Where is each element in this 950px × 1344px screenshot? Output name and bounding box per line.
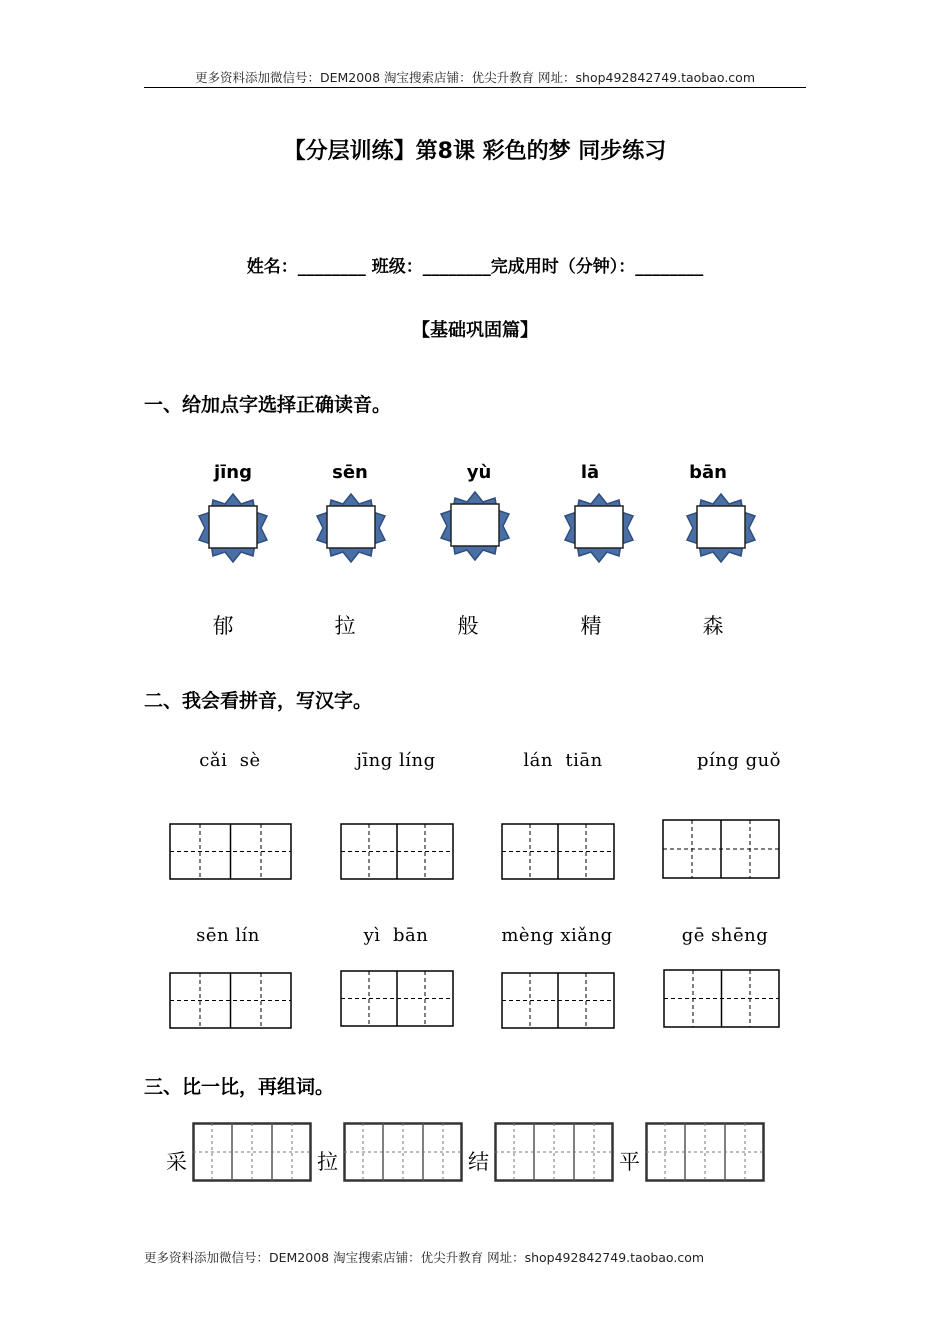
compound-word-grid[interactable] [343, 1122, 463, 1182]
q1-char: 般 [457, 614, 479, 638]
compound-word-grid[interactable] [494, 1122, 614, 1182]
q1-char: 森 [702, 614, 724, 638]
compound-word-grid[interactable] [192, 1122, 312, 1182]
question-3-title: 三、比一比，再组词。 [144, 1076, 335, 1098]
question-1-title: 一、给加点字选择正确读音。 [144, 394, 392, 416]
writing-grid[interactable] [169, 972, 293, 1030]
q2-pinyin: lán tiān [523, 750, 603, 771]
q2-pinyin: yì bān [363, 925, 429, 946]
q2-pinyin: cǎi sè [199, 750, 261, 771]
question-2-title: 二、我会看拼音，写汉字。 [144, 690, 373, 712]
answer-star-box-icon[interactable] [435, 486, 515, 566]
header-rule [144, 87, 806, 88]
section-heading: 【基础巩固篇】 [412, 320, 538, 341]
q1-pinyin: lā [580, 462, 600, 483]
q1-pinyin: yù [466, 462, 492, 483]
writing-grid[interactable] [663, 969, 781, 1029]
q1-pinyin: sēn [332, 462, 368, 483]
answer-star-box-icon[interactable] [681, 488, 761, 568]
q2-pinyin: sēn lín [196, 925, 260, 946]
writing-grid[interactable] [340, 970, 455, 1028]
q3-char: 结 [468, 1150, 489, 1174]
q2-pinyin: jīng líng [356, 750, 436, 771]
q2-pinyin: píng guǒ [696, 750, 782, 771]
page-footer: 更多资料添加微信号：DEM2008 淘宝搜索店铺：优尖升教育 网址：shop492842749.taobao.com [144, 1250, 705, 1265]
q3-char: 采 [166, 1150, 187, 1174]
q1-char: 郁 [212, 614, 234, 638]
student-info-line: 姓名：________ 班级：________完成用时（分钟）：________ [246, 257, 704, 277]
writing-grid[interactable] [501, 823, 616, 881]
q3-char: 平 [619, 1150, 640, 1174]
answer-star-box-icon[interactable] [193, 488, 273, 568]
q3-char: 拉 [317, 1150, 338, 1174]
q1-char: 拉 [334, 614, 356, 638]
writing-grid[interactable] [662, 819, 781, 880]
answer-star-box-icon[interactable] [559, 488, 639, 568]
writing-grid[interactable] [340, 823, 455, 881]
answer-star-box-icon[interactable] [311, 488, 391, 568]
q2-pinyin: mèng xiǎng [501, 925, 613, 946]
q1-char: 精 [580, 614, 602, 638]
page-title: 【分层训练】第8课 彩色的梦 同步练习 [283, 139, 667, 164]
page-header: 更多资料添加微信号：DEM2008 淘宝搜索店铺：优尖升教育 网址：shop492842749.taobao.com [194, 70, 756, 85]
writing-grid[interactable] [169, 823, 293, 881]
writing-grid[interactable] [501, 972, 616, 1030]
q1-pinyin: bān [689, 462, 727, 483]
compound-word-grid[interactable] [645, 1122, 765, 1182]
q2-pinyin: gē shēng [681, 925, 769, 946]
q1-pinyin: jīng [213, 462, 253, 483]
